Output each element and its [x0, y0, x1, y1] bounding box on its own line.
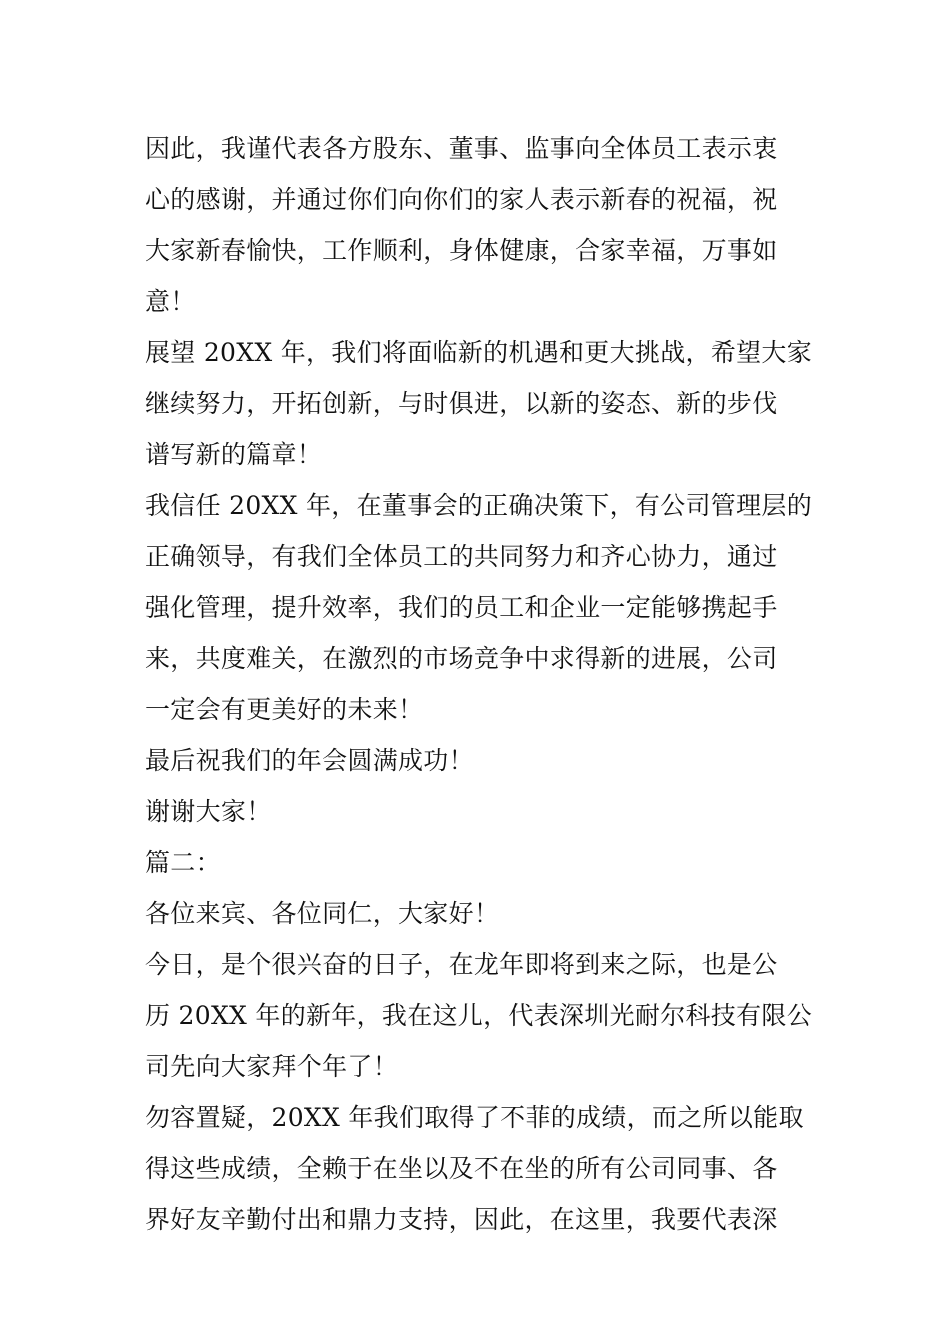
text-line: 来，共度难关，在激烈的市场竞争中求得新的进展，公司	[145, 644, 778, 673]
text-line: 今日，是个很兴奋的日子，在龙年即将到来之际，也是公	[145, 950, 778, 979]
text-line: 勿容置疑，20XX 年我们取得了不菲的成绩，而之所以能取	[145, 1103, 804, 1132]
text-line: 强化管理，提升效率，我们的员工和企业一定能够携起手	[145, 593, 778, 622]
text-line: 心的感谢，并通过你们向你们的家人表示新春的祝福，祝	[145, 185, 778, 214]
text-line: 展望 20XX 年，我们将面临新的机遇和更大挑战，希望大家	[145, 338, 813, 367]
section-heading: 篇二：	[145, 848, 221, 877]
text-line: 因此，我谨代表各方股东、董事、监事向全体员工表示衷	[145, 134, 778, 163]
text-line: 各位来宾、各位同仁，大家好！	[145, 899, 500, 928]
text-line: 得这些成绩，全赖于在坐以及不在坐的所有公司同事、各	[145, 1154, 778, 1183]
text-line: 继续努力，开拓创新，与时俱进，以新的姿态、新的步伐	[145, 389, 778, 418]
text-line: 最后祝我们的年会圆满成功！	[145, 746, 474, 775]
text-line: 司先向大家拜个年了！	[145, 1052, 399, 1081]
text-line: 谢谢大家！	[145, 797, 272, 826]
document-body	[145, 123, 815, 1245]
text-line: 大家新春愉快，工作顺利，身体健康，合家幸福，万事如	[145, 236, 778, 265]
text-line: 界好友辛勤付出和鼎力支持，因此，在这里，我要代表深	[145, 1205, 778, 1234]
text-line: 我信任 20XX 年，在董事会的正确决策下，有公司管理层的	[145, 491, 813, 520]
text-line: 一定会有更美好的未来！	[145, 695, 424, 724]
text-line: 正确领导，有我们全体员工的共同努力和齐心协力，通过	[145, 542, 778, 571]
text-line: 意！	[145, 287, 196, 316]
text-line: 历 20XX 年的新年，我在这儿，代表深圳光耐尔科技有限公	[145, 1001, 813, 1030]
text-line: 谱写新的篇章！	[145, 440, 323, 469]
